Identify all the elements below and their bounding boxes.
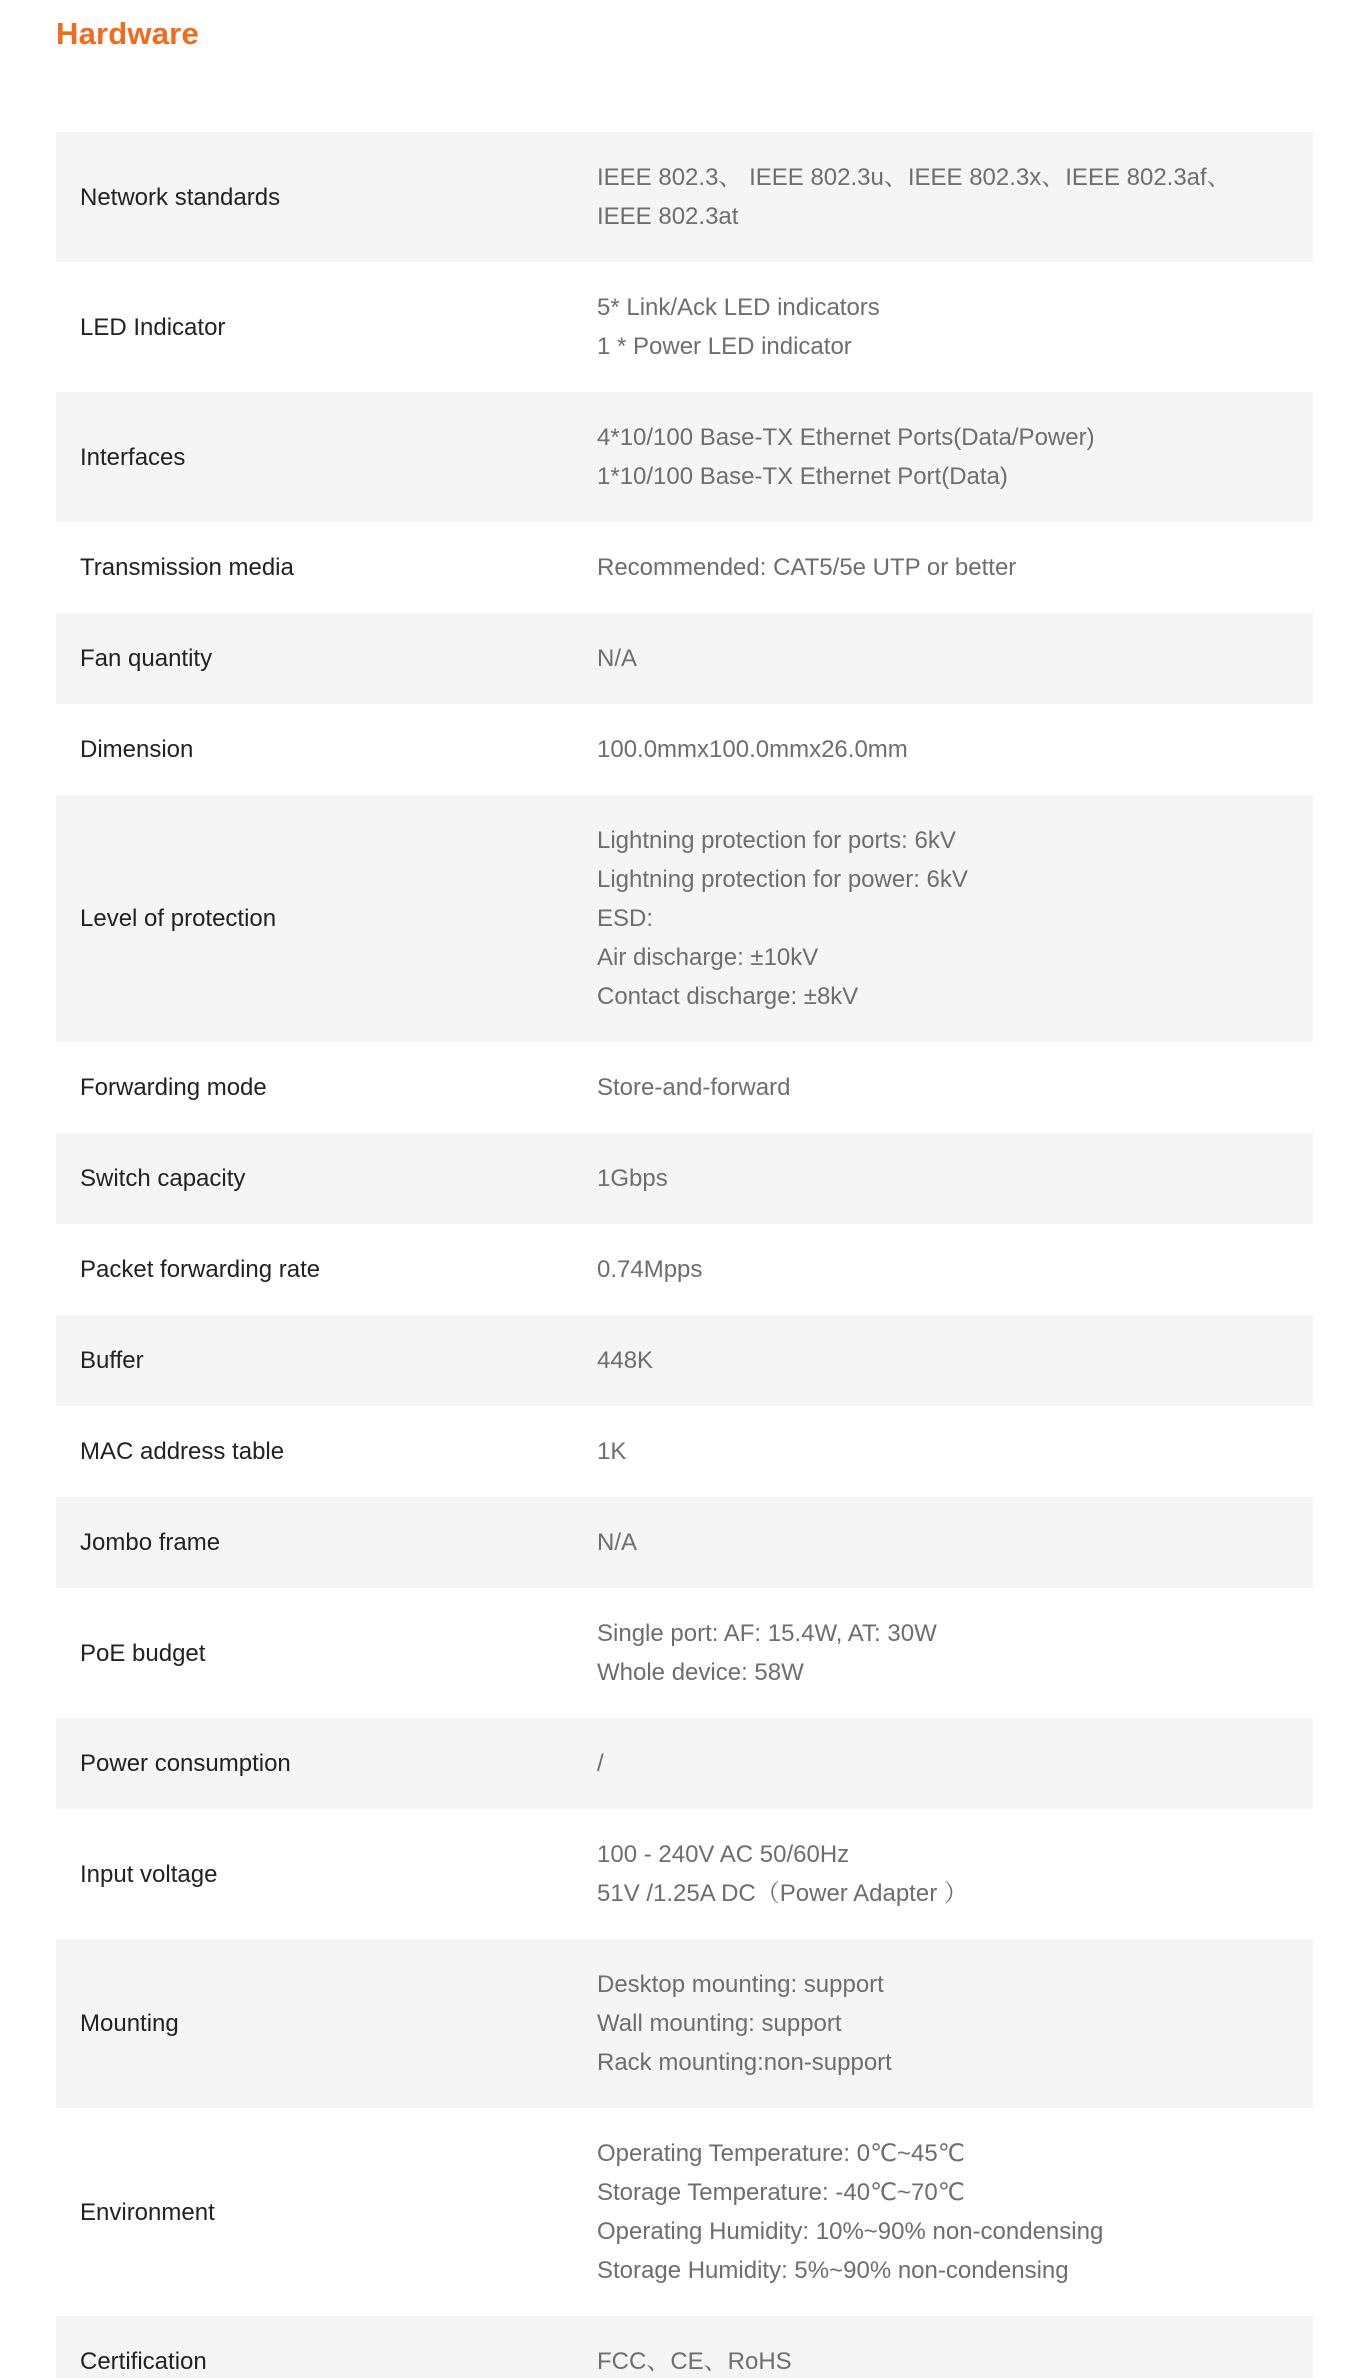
spec-value [597,1965,1313,2082]
spec-label: Input voltage [80,1860,218,1888]
spec-value [597,730,1313,769]
spec-value-line: Recommended: CAT5/5e UTP or better [597,554,1017,581]
spec-value-line: 100.0mmx100.0mmx26.0mm [597,736,908,763]
spec-value [597,2134,1313,2290]
spec-value [597,418,1313,496]
spec-row [56,1497,1313,1588]
spec-label: Buffer [80,1347,144,1374]
spec-value-line: 4*10/100 Base-TX Ethernet Ports(Data/Power) [597,424,1095,451]
spec-value-line: IEEE 802.3、 IEEE 802.3u、IEEE 802.3x、IEEE 802.3af、IEEE 802.3at [597,164,1231,230]
spec-value [597,1250,1313,1289]
spec-label: Environment [80,2198,215,2226]
spec-value-line: N/A [597,645,638,672]
spec-row [56,1718,1313,1809]
spec-value-line: FCC、CE、RoHS [597,2348,792,2375]
spec-value [597,548,1313,587]
spec-value-line: Whole device: 58W [597,1659,804,1686]
spec-label: Dimension [80,736,194,763]
spec-row [56,262,1313,392]
spec-value-line: Operating Temperature: 0℃~45℃ [597,2140,965,2167]
spec-row [56,1939,1313,2108]
spec-row [56,392,1313,522]
spec-value [597,2342,1313,2378]
spec-label: Forwarding mode [80,1074,267,1101]
spec-value-line: Lightning protection for power: 6kV [597,866,968,893]
spec-value-line: Lightning protection for ports: 6kV [597,827,956,854]
spec-label: Fan quantity [80,645,213,672]
spec-value-line: / [597,1750,604,1777]
spec-value-line: Store-and-forward [597,1074,791,1101]
spec-label: Mounting [80,2010,179,2037]
spec-row [56,1315,1313,1406]
spec-value [597,158,1313,236]
spec-label: Jombo frame [80,1529,221,1556]
spec-value-line: 448K [597,1347,654,1374]
spec-value [597,1341,1313,1380]
spec-value-line: 51V /1.25A DC（Power Adapter ） [597,1880,968,1907]
spec-row [56,704,1313,795]
spec-table [56,132,1313,2378]
spec-value-line: 5* Link/Ack LED indicators [597,294,880,321]
spec-value-line: 100 - 240V AC 50/60Hz [597,1841,850,1868]
spec-value [597,1068,1313,1107]
spec-label: Level of protection [80,905,277,932]
spec-row [56,132,1313,262]
spec-label: Interfaces [80,443,186,471]
spec-label: Power consumption [80,1750,291,1777]
spec-value-line: Storage Temperature: -40℃~70℃ [597,2179,965,2206]
spec-value [597,1159,1313,1198]
spec-row [56,1042,1313,1133]
spec-value [597,1523,1313,1562]
spec-value [597,288,1313,366]
spec-label: LED Indicator [80,313,226,341]
spec-value-line: Contact discharge: ±8kV [597,983,859,1010]
spec-row [56,1406,1313,1497]
spec-row [56,522,1313,613]
spec-value-line: Desktop mounting: support [597,1971,884,1998]
spec-value-line: Rack mounting:non-support [597,2049,892,2076]
spec-value-line: 1*10/100 Base-TX Ethernet Port(Data) [597,463,1008,490]
spec-row [56,613,1313,704]
spec-value-line: Storage Humidity: 5%~90% non-condensing [597,2257,1069,2284]
spec-value [597,1614,1313,1692]
spec-label: Packet forwarding rate [80,1256,321,1283]
spec-label: Network standards [80,183,281,211]
spec-value-line: 1 * Power LED indicator [597,333,852,360]
spec-value [597,821,1313,1016]
spec-value [597,1835,1313,1913]
spec-label: MAC address table [80,1438,285,1465]
section-title: Hardware [56,16,199,51]
spec-value [597,639,1313,678]
spec-value-line: 1Gbps [597,1165,668,1192]
spec-value [597,1432,1313,1471]
spec-row [56,795,1313,1042]
spec-row [56,1809,1313,1939]
spec-value [597,1744,1313,1783]
spec-row [56,1588,1313,1718]
spec-label: Certification [80,2348,207,2375]
spec-value-line: Wall mounting: support [597,2010,842,2037]
spec-value-line: 0.74Mpps [597,1256,703,1283]
spec-value-line: Air discharge: ±10kV [597,944,819,971]
spec-row [56,2316,1313,2378]
spec-value-line: Single port: AF: 15.4W, AT: 30W [597,1620,937,1647]
spec-value-line: 1K [597,1438,627,1465]
spec-label: PoE budget [80,1639,206,1667]
spec-label: Switch capacity [80,1165,246,1192]
spec-row [56,1224,1313,1315]
spec-row [56,2108,1313,2316]
spec-value-line: Operating Humidity: 10%~90% non-condensing [597,2218,1104,2245]
spec-row [56,1133,1313,1224]
spec-value-line: ESD: [597,905,654,932]
spec-label: Transmission media [80,554,294,581]
spec-value-line: N/A [597,1529,638,1556]
